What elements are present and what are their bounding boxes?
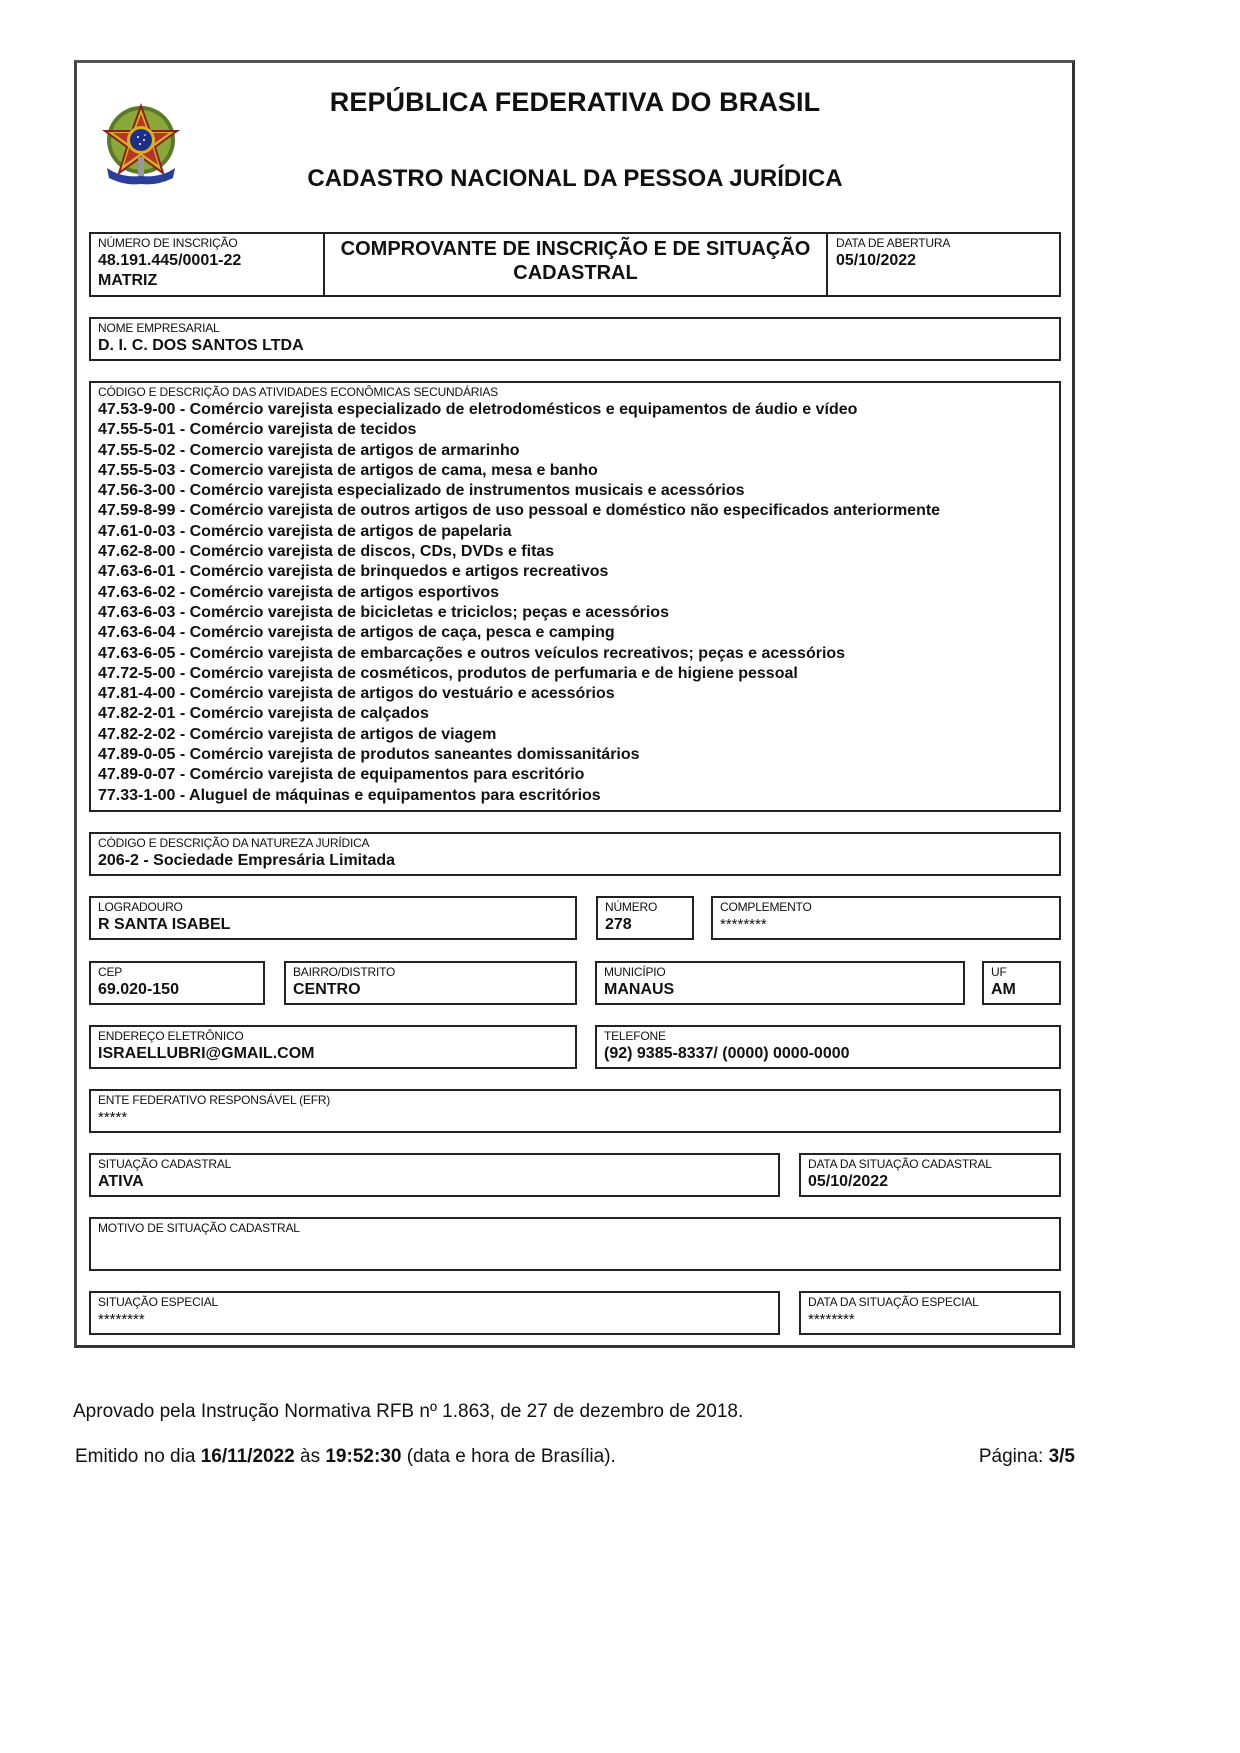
data-situacao-especial-field [799, 1291, 1061, 1335]
emitido-date: 16/11/2022 [200, 1446, 295, 1467]
document-title-line1: COMPROVANTE DE INSCRIÇÃO E DE SITUAÇÃO [340, 238, 811, 260]
numero-inscricao-value: 48.191.445/0001-22 [98, 252, 242, 269]
situacao-cadastral-field [89, 1153, 780, 1197]
efr-value: ***** [98, 1109, 128, 1126]
uf-label: UF [991, 965, 1007, 979]
complemento-value: ******** [720, 916, 767, 933]
pagina-label: Página: [978, 1446, 1049, 1467]
emitido-text [75, 1446, 616, 1468]
atividade-item: 47.55-5-02 - Comercio varejista de artigos de armarinho [98, 441, 520, 459]
motivo-situacao-label: MOTIVO DE SITUAÇÃO CADASTRAL [98, 1221, 300, 1235]
uf-field [982, 961, 1061, 1005]
document-title-line2: CADASTRAL [513, 262, 638, 284]
email-field [89, 1025, 577, 1069]
atividade-item: 47.62-8-00 - Comércio varejista de discos, CDs, DVDs e fitas [98, 543, 555, 561]
atividade-item: 77.33-1-00 - Aluguel de máquinas e equipamentos para escritórios [98, 786, 601, 804]
atividade-item: 47.56-3-00 - Comércio varejista especializado de instrumentos musicais e acessórios [98, 482, 745, 500]
numero-inscricao-label: NÚMERO DE INSCRIÇÃO [98, 236, 238, 250]
bairro-label: BAIRRO/DISTRITO [293, 965, 396, 979]
efr-field [89, 1089, 1061, 1133]
logradouro-field [89, 896, 577, 940]
data-situacao-especial-label: DATA DA SITUAÇÃO ESPECIAL [808, 1295, 979, 1309]
atividade-item: 47.63-6-04 - Comércio varejista de artigos de caça, pesca e camping [98, 624, 615, 642]
bairro-field [284, 961, 577, 1005]
emitido-time: 19:52:30 [325, 1446, 402, 1467]
emitido-mid: às [294, 1446, 326, 1467]
natureza-juridica-value: 206-2 - Sociedade Empresária Limitada [98, 852, 396, 869]
emitido-suffix: (data e hora de Brasília). [401, 1446, 616, 1467]
data-situacao-especial-value: ******** [808, 1311, 855, 1328]
email-label: ENDEREÇO ELETRÔNICO [98, 1029, 244, 1043]
situacao-especial-label: SITUAÇÃO ESPECIAL [98, 1295, 218, 1309]
emitido-prefix: Emitido no dia [75, 1446, 201, 1467]
complemento-field [711, 896, 1061, 940]
municipio-label: MUNICÍPIO [604, 965, 666, 979]
bairro-value: CENTRO [293, 981, 361, 998]
numero-value: 278 [605, 916, 632, 933]
municipio-value: MANAUS [604, 981, 675, 998]
page-indicator [979, 1446, 1075, 1468]
atividade-item: 47.63-6-02 - Comércio varejista de artigos esportivos [98, 583, 500, 601]
atividade-item: 47.63-6-05 - Comércio varejista de embarcações e outros veículos recreativos; peças e acessórios [98, 644, 846, 662]
situacao-cadastral-value: ATIVA [98, 1173, 144, 1190]
atividade-item: 47.59-8-99 - Comércio varejista de outros artigos de uso pessoal e doméstico não especificados anteriormente [98, 502, 941, 520]
aprovado-text: Aprovado pela Instrução Normativa RFB nº 1.863, de 27 de dezembro de 2018. [73, 1401, 744, 1422]
situacao-especial-field [89, 1291, 780, 1335]
atividade-item: 47.72-5-00 - Comércio varejista de cosméticos, produtos de perfumaria e de higiene pessoal [98, 664, 798, 682]
pagina-value: 3/5 [1048, 1446, 1075, 1467]
uf-value: AM [991, 981, 1016, 998]
atividade-item: 47.63-6-01 - Comércio varejista de brinquedos e artigos recreativos [98, 563, 609, 581]
municipio-field [595, 961, 965, 1005]
situacao-especial-value: ******** [98, 1311, 145, 1328]
data-situacao-cadastral-value: 05/10/2022 [808, 1173, 889, 1190]
document-title [324, 232, 827, 297]
atividade-item: 47.63-6-03 - Comércio varejista de bicicletas e triciclos; peças e acessórios [98, 603, 669, 621]
cep-field [89, 961, 265, 1005]
natureza-juridica-label: CÓDIGO E DESCRIÇÃO DA NATUREZA JURÍDICA [98, 836, 370, 850]
logradouro-label: LOGRADOURO [98, 900, 183, 914]
telefone-field [595, 1025, 1061, 1069]
atividade-item: 47.53-9-00 - Comércio varejista especializado de eletrodomésticos e equipamentos de áudio e vídeo [98, 401, 858, 418]
complemento-label: COMPLEMENTO [720, 900, 812, 914]
atividade-item: 47.89-0-05 - Comércio varejista de produtos saneantes domissanitários [98, 746, 640, 764]
data-situacao-cadastral-field [799, 1153, 1061, 1197]
data-abertura-label: DATA DE ABERTURA [836, 236, 951, 250]
logradouro-value: R SANTA ISABEL [98, 916, 231, 933]
data-abertura-value: 05/10/2022 [836, 252, 917, 269]
atividade-item: 47.82-2-01 - Comércio varejista de calçados [98, 705, 429, 723]
atividade-item: 47.61-0-03 - Comércio varejista de artigos de papelaria [98, 522, 512, 540]
atividade-item: 47.81-4-00 - Comércio varejista de artigos do vestuário e acessórios [98, 685, 615, 703]
page-subtitle: CADASTRO NACIONAL DA PESSOA JURÍDICA [307, 165, 843, 192]
numero-field [596, 896, 694, 940]
telefone-label: TELEFONE [604, 1029, 666, 1043]
atividade-item: 47.55-5-01 - Comércio varejista de tecidos [98, 421, 417, 439]
efr-label: ENTE FEDERATIVO RESPONSÁVEL (EFR) [98, 1093, 331, 1107]
telefone-value: (92) 9385-8337/ (0000) 0000-0000 [604, 1045, 850, 1062]
email-value: ISRAELLUBRI@GMAIL.COM [98, 1045, 315, 1062]
cep-label: CEP [98, 965, 123, 979]
atividade-item: 47.82-2-02 - Comércio varejista de artigos de viagem [98, 725, 497, 743]
cep-value: 69.020-150 [98, 981, 179, 998]
tipo-estabelecimento-value: MATRIZ [98, 272, 158, 289]
atividades-secundarias-label: CÓDIGO E DESCRIÇÃO DAS ATIVIDADES ECONÔMICAS SECUNDÁRIAS [98, 385, 498, 399]
atividades-secundarias-field [89, 381, 1061, 812]
situacao-cadastral-label: SITUAÇÃO CADASTRAL [98, 1157, 232, 1171]
atividades-list [98, 400, 1054, 806]
numero-label: NÚMERO [605, 900, 658, 914]
data-situacao-cadastral-label: DATA DA SITUAÇÃO CADASTRAL [808, 1157, 992, 1171]
nome-empresarial-field [89, 317, 1061, 361]
natureza-juridica-field [89, 832, 1061, 876]
page-title: REPÚBLICA FEDERATIVA DO BRASIL [329, 87, 821, 117]
atividade-item: 47.55-5-03 - Comercio varejista de artigos de cama, mesa e banho [98, 461, 598, 479]
nome-empresarial-value: D. I. C. DOS SANTOS LTDA [98, 337, 304, 354]
atividade-item: 47.89-0-07 - Comércio varejista de equipamentos para escritório [98, 766, 585, 784]
motivo-situacao-field [89, 1217, 1061, 1271]
nome-empresarial-label: NOME EMPRESARIAL [98, 321, 220, 335]
